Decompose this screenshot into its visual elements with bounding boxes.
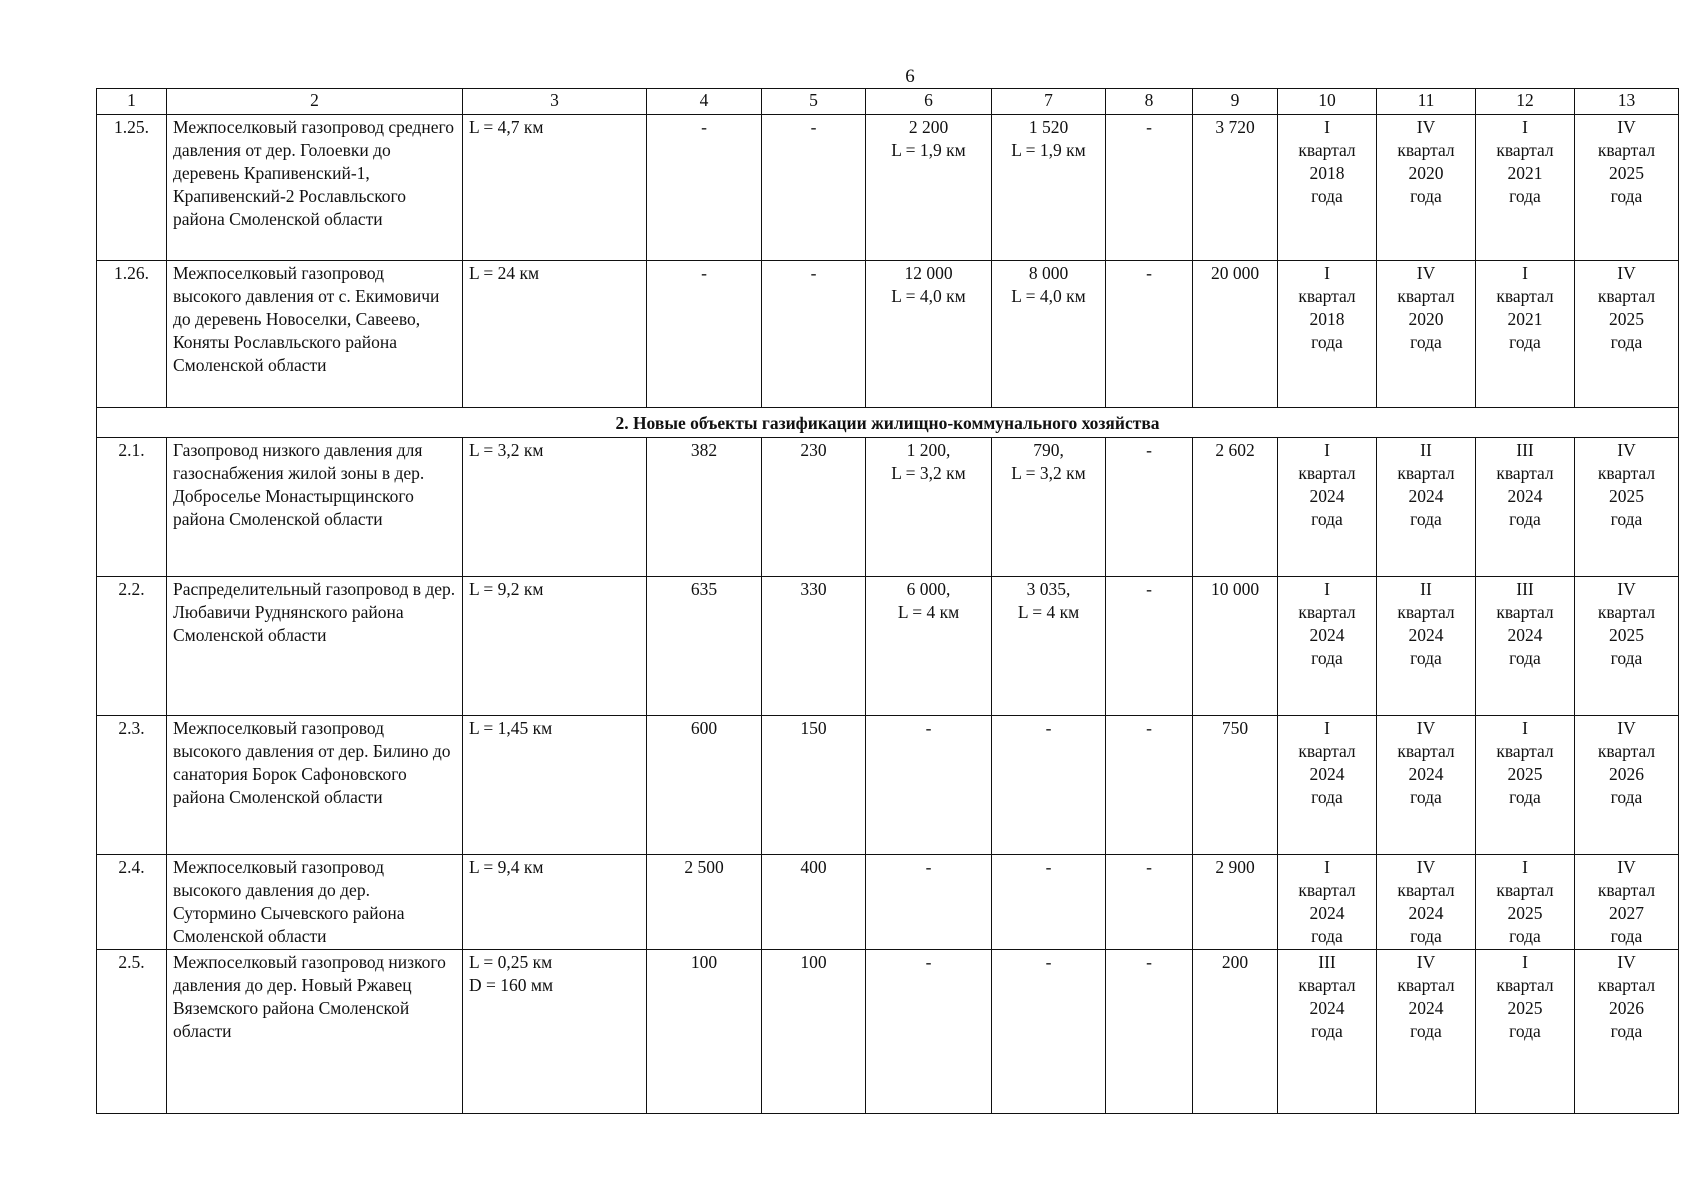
quarter-line: года (1311, 1021, 1343, 1041)
quarter-line: IV (1416, 857, 1436, 877)
header-cell-2: 2 (167, 89, 463, 115)
quarter-col-12 (1476, 261, 1575, 408)
quarter-col-10 (1278, 261, 1377, 408)
quarter-line: IV (1617, 952, 1636, 972)
quarter-line: I (1522, 117, 1528, 137)
quarter-line: квартал (1496, 880, 1554, 900)
quarter-line: 2020 (1408, 163, 1444, 183)
quarter-line: 2026 (1609, 998, 1644, 1018)
quarter-line: 2024 (1309, 764, 1345, 784)
quarter-line: 2027 (1609, 903, 1644, 923)
quarter-line: 2024 (1309, 486, 1345, 506)
col-6-value: - (866, 855, 992, 950)
quarter-line: года (1610, 1021, 1643, 1041)
col-7-value: - (992, 716, 1106, 855)
quarter-col-12 (1476, 855, 1575, 950)
col-8-value: - (1106, 115, 1193, 261)
quarter-line: квартал (1496, 602, 1554, 622)
quarter-line: квартал (1298, 463, 1356, 483)
table-row (97, 716, 1679, 855)
pipeline-length: L = 24 км (463, 261, 647, 408)
col-7-value: 8 000 L = 4,0 км (992, 261, 1106, 408)
quarter-line: года (1509, 1021, 1541, 1041)
quarter-line: I (1324, 718, 1330, 738)
header-cell-1: 1 (97, 89, 167, 115)
col-9-total: 3 720 (1193, 115, 1278, 261)
col-7-value: 790, L = 3,2 км (992, 438, 1106, 577)
quarter-line: квартал (1597, 602, 1656, 622)
quarter-line: квартал (1298, 880, 1356, 900)
quarter-line: года (1610, 186, 1643, 206)
quarter-line: квартал (1496, 741, 1554, 761)
quarter-line: 2025 (1507, 903, 1543, 923)
quarter-line: года (1509, 332, 1541, 352)
quarter-line: IV (1617, 579, 1636, 599)
quarter-line: года (1610, 926, 1643, 946)
pipeline-length: L = 4,7 км (463, 115, 647, 261)
quarter-line: года (1410, 648, 1442, 668)
quarter-col-10 (1278, 716, 1377, 855)
row-number: 1.26. (97, 261, 167, 408)
quarter-line: I (1324, 579, 1330, 599)
quarter-line: 2024 (1408, 625, 1444, 645)
col-4-value: - (647, 261, 762, 408)
quarter-col-13 (1575, 115, 1679, 261)
quarter-line: года (1311, 332, 1343, 352)
quarter-line: квартал (1496, 463, 1554, 483)
quarter-col-11 (1377, 438, 1476, 577)
col-6-value: 2 200 L = 1,9 км (866, 115, 992, 261)
quarter-col-13 (1575, 950, 1679, 1114)
quarter-line: года (1311, 787, 1343, 807)
quarter-line: квартал (1597, 140, 1656, 160)
col-8-value: - (1106, 950, 1193, 1114)
quarter-line: квартал (1597, 286, 1656, 306)
col-6-value: - (866, 716, 992, 855)
quarter-line: IV (1416, 952, 1436, 972)
quarter-line: года (1410, 926, 1442, 946)
header-cell-6: 6 (866, 89, 992, 115)
pipeline-length: L = 1,45 км (463, 716, 647, 855)
section-row (97, 408, 1679, 438)
quarter-line: III (1516, 579, 1534, 599)
col-7-value: - (992, 855, 1106, 950)
quarter-line: года (1410, 332, 1442, 352)
quarter-line: III (1516, 440, 1534, 460)
quarter-line: года (1410, 186, 1442, 206)
quarter-col-13 (1575, 716, 1679, 855)
quarter-line: IV (1617, 117, 1636, 137)
quarter-col-11 (1377, 855, 1476, 950)
col-8-value: - (1106, 261, 1193, 408)
quarter-line: года (1410, 509, 1442, 529)
col-8-value: - (1106, 438, 1193, 577)
quarter-col-11 (1377, 950, 1476, 1114)
page-number: 6 (905, 66, 915, 87)
quarter-col-10 (1278, 855, 1377, 950)
quarter-line: 2018 (1309, 163, 1345, 183)
table-row (97, 115, 1679, 261)
quarter-line: года (1311, 648, 1343, 668)
header-cell-13: 13 (1575, 89, 1679, 115)
quarter-col-11 (1377, 261, 1476, 408)
quarter-line: 2024 (1507, 486, 1543, 506)
object-name: Распределительный газопровод в дер. Любавичи Руднянского района Смоленской области (167, 577, 463, 716)
col-7-value: 3 035, L = 4 км (992, 577, 1106, 716)
quarter-line: IV (1416, 263, 1436, 283)
col-9-total: 200 (1193, 950, 1278, 1114)
object-name: Межпоселковый газопровод высокого давления от с. Екимовичи до деревень Новоселки, Савеево, Коняты Рославльского района Смоленской области (167, 261, 463, 408)
quarter-line: года (1610, 509, 1643, 529)
quarter-line: 2018 (1309, 309, 1345, 329)
quarter-line: IV (1416, 117, 1436, 137)
quarter-line: I (1324, 263, 1330, 283)
quarter-line: 2025 (1507, 998, 1543, 1018)
quarter-line: квартал (1397, 140, 1455, 160)
quarter-line: IV (1617, 263, 1636, 283)
quarter-line: года (1610, 332, 1643, 352)
quarter-col-11 (1377, 115, 1476, 261)
quarter-col-12 (1476, 950, 1575, 1114)
quarter-line: II (1420, 579, 1432, 599)
quarter-col-12 (1476, 577, 1575, 716)
quarter-line: квартал (1496, 140, 1554, 160)
pipeline-length: L = 0,25 км D = 160 мм (463, 950, 647, 1114)
header-cell-10: 10 (1278, 89, 1377, 115)
quarter-col-11 (1377, 577, 1476, 716)
pipeline-length: L = 9,4 км (463, 855, 647, 950)
quarter-line: года (1509, 787, 1541, 807)
col-5-value: 230 (762, 438, 866, 577)
quarter-line: I (1522, 718, 1528, 738)
quarter-line: 2024 (1408, 486, 1444, 506)
pipeline-length: L = 3,2 км (463, 438, 647, 577)
col-4-value: 635 (647, 577, 762, 716)
quarter-line: IV (1617, 440, 1636, 460)
quarter-line: квартал (1397, 880, 1455, 900)
col-5-value: - (762, 261, 866, 408)
quarter-line: года (1509, 509, 1541, 529)
quarter-line: 2024 (1507, 625, 1543, 645)
quarter-col-10 (1278, 950, 1377, 1114)
quarter-line: квартал (1397, 286, 1455, 306)
header-cell-3: 3 (463, 89, 647, 115)
col-4-value: 382 (647, 438, 762, 577)
row-number: 1.25. (97, 115, 167, 261)
quarter-line: 2024 (1309, 625, 1345, 645)
col-4-value: 100 (647, 950, 762, 1114)
row-number: 2.3. (97, 716, 167, 855)
quarter-line: 2024 (1408, 998, 1444, 1018)
quarter-line: квартал (1298, 140, 1356, 160)
quarter-line: квартал (1597, 975, 1656, 995)
quarter-line: I (1324, 857, 1330, 877)
quarter-col-11 (1377, 716, 1476, 855)
quarter-line: квартал (1397, 975, 1455, 995)
quarter-line: 2024 (1309, 998, 1345, 1018)
quarter-line: квартал (1496, 975, 1554, 995)
quarter-line: квартал (1496, 286, 1554, 306)
section-title: 2. Новые объекты газификации жилищно-коммунального хозяйства (97, 408, 1679, 438)
object-name: Межпоселковый газопровод среднего давления от дер. Голоевки до деревень Крапивенский-1, Крапивенский-2 Рославльского района Смоленской области (167, 115, 463, 261)
quarter-col-13 (1575, 577, 1679, 716)
quarter-line: 2024 (1408, 903, 1444, 923)
object-name: Межпоселковый газопровод высокого давления до дер. Сутормино Сычевского района Смоленской области (167, 855, 463, 950)
header-row (97, 89, 1679, 115)
quarter-line: 2025 (1609, 163, 1644, 183)
table-row (97, 577, 1679, 716)
quarter-line: квартал (1298, 602, 1356, 622)
quarter-col-10 (1278, 438, 1377, 577)
row-number: 2.4. (97, 855, 167, 950)
table-row (97, 855, 1679, 950)
row-number: 2.5. (97, 950, 167, 1114)
quarter-line: IV (1416, 718, 1436, 738)
quarter-line: I (1324, 117, 1330, 137)
header-cell-7: 7 (992, 89, 1106, 115)
col-8-value: - (1106, 577, 1193, 716)
row-number: 2.2. (97, 577, 167, 716)
col-5-value: 150 (762, 716, 866, 855)
header-cell-5: 5 (762, 89, 866, 115)
quarter-line: I (1522, 857, 1528, 877)
quarter-col-13 (1575, 438, 1679, 577)
quarter-line: года (1610, 648, 1643, 668)
quarter-line: III (1318, 952, 1336, 972)
col-9-total: 20 000 (1193, 261, 1278, 408)
object-name: Межпоселковый газопровод высокого давления от дер. Билино до санатория Борок Сафоновского района Смоленской области (167, 716, 463, 855)
col-6-value: 12 000 L = 4,0 км (866, 261, 992, 408)
table-row (97, 438, 1679, 577)
quarter-line: 2024 (1408, 764, 1444, 784)
col-5-value: 400 (762, 855, 866, 950)
quarter-line: 2025 (1609, 486, 1644, 506)
col-5-value: 330 (762, 577, 866, 716)
quarter-line: квартал (1298, 741, 1356, 761)
quarter-line: квартал (1597, 741, 1656, 761)
object-name: Межпоселковый газопровод низкого давления до дер. Новый Ржавец Вяземского района Смоленской области (167, 950, 463, 1114)
quarter-line: квартал (1597, 463, 1656, 483)
col-4-value: - (647, 115, 762, 261)
quarter-line: года (1610, 787, 1643, 807)
quarter-line: 2021 (1507, 163, 1543, 183)
quarter-line: 2024 (1309, 903, 1345, 923)
header-cell-4: 4 (647, 89, 762, 115)
table-row (97, 950, 1679, 1114)
header-cell-9: 9 (1193, 89, 1278, 115)
quarter-line: года (1410, 787, 1442, 807)
quarter-col-12 (1476, 438, 1575, 577)
quarter-line: I (1522, 952, 1528, 972)
quarter-line: 2026 (1609, 764, 1644, 784)
quarter-line: года (1509, 186, 1541, 206)
col-9-total: 2 602 (1193, 438, 1278, 577)
quarter-col-13 (1575, 855, 1679, 950)
quarter-line: квартал (1298, 975, 1356, 995)
quarter-line: 2020 (1408, 309, 1444, 329)
col-6-value: - (866, 950, 992, 1114)
quarter-line: I (1522, 263, 1528, 283)
quarter-col-10 (1278, 577, 1377, 716)
quarter-col-12 (1476, 115, 1575, 261)
quarter-line: I (1324, 440, 1330, 460)
col-8-value: - (1106, 855, 1193, 950)
quarter-col-13 (1575, 261, 1679, 408)
col-8-value: - (1106, 716, 1193, 855)
quarter-col-12 (1476, 716, 1575, 855)
quarter-line: квартал (1397, 463, 1455, 483)
col-9-total: 10 000 (1193, 577, 1278, 716)
quarter-line: года (1410, 1021, 1442, 1041)
row-number: 2.1. (97, 438, 167, 577)
pipeline-length: L = 9,2 км (463, 577, 647, 716)
col-7-value: - (992, 950, 1106, 1114)
quarter-line: года (1509, 648, 1541, 668)
table-row (97, 261, 1679, 408)
quarter-line: года (1311, 186, 1343, 206)
quarter-line: 2025 (1609, 625, 1644, 645)
quarter-line: 2021 (1507, 309, 1543, 329)
col-4-value: 2 500 (647, 855, 762, 950)
plan-table (96, 88, 1679, 1114)
quarter-line: квартал (1397, 602, 1455, 622)
quarter-line: квартал (1597, 880, 1656, 900)
quarter-line: года (1311, 509, 1343, 529)
col-9-total: 2 900 (1193, 855, 1278, 950)
quarter-line: квартал (1298, 286, 1356, 306)
quarter-line: года (1311, 926, 1343, 946)
col-5-value: - (762, 115, 866, 261)
col-5-value: 100 (762, 950, 866, 1114)
quarter-line: года (1509, 926, 1541, 946)
col-6-value: 1 200, L = 3,2 км (866, 438, 992, 577)
quarter-line: квартал (1397, 741, 1455, 761)
col-6-value: 6 000, L = 4 км (866, 577, 992, 716)
quarter-col-10 (1278, 115, 1377, 261)
col-4-value: 600 (647, 716, 762, 855)
object-name: Газопровод низкого давления для газоснабжения жилой зоны в дер. Доброселье Монастырщинского района Смоленской области (167, 438, 463, 577)
col-7-value: 1 520 L = 1,9 км (992, 115, 1106, 261)
header-cell-12: 12 (1476, 89, 1575, 115)
quarter-line: 2025 (1609, 309, 1644, 329)
header-cell-8: 8 (1106, 89, 1193, 115)
quarter-line: IV (1617, 718, 1636, 738)
quarter-line: II (1420, 440, 1432, 460)
quarter-line: IV (1617, 857, 1636, 877)
header-cell-11: 11 (1377, 89, 1476, 115)
col-9-total: 750 (1193, 716, 1278, 855)
quarter-line: 2025 (1507, 764, 1543, 784)
